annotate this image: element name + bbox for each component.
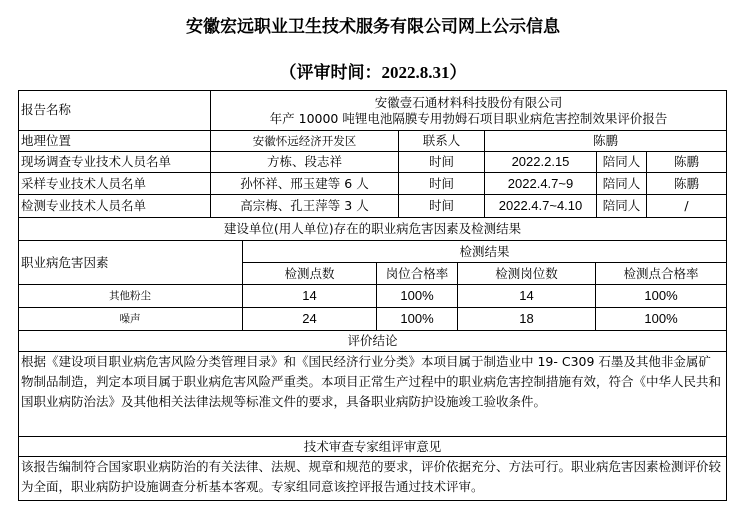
staff-row-companion-label: 陪同人 [602,175,641,191]
hazard-factor: 其他粉尘 [109,290,151,302]
rule [18,500,727,501]
staff-row-time: 2022.4.7~4.10 [498,198,583,213]
hazard-posts: 18 [519,311,534,326]
hazard-post-rate: 100% [400,288,434,303]
location-value: 安徽怀远经济开发区 [252,134,357,148]
column-header: 岗位合格率 [385,265,449,281]
staff-row-names: 方栋、段志祥 [266,154,342,169]
page-title: 安徽宏远职业卫生技术服务有限公司网上公示信息 [186,17,560,37]
staff-row-companion-label: 陪同人 [602,154,641,169]
staff-row-label: 采样专业技术人员名单 [21,175,147,191]
contact-label: 联系人 [422,133,461,148]
review-time-value: 2022.8.31 [381,63,450,82]
conclusion-title: 评价结论 [347,333,398,348]
results-label: 检测结果 [459,243,510,259]
staff-row-time: 2022.4.7~9 [507,175,574,191]
hazard-posts: 14 [519,288,534,303]
expert-opinion-text: 该报告编制符合国家职业病防治的有关法律、法规、规章和规范的要求，评价依据充分、方法可行。职业病危害因素检测评价较为全面，职业病防护设施调查分析基本客观。专家组同意该控评报告通过技术评审。 [21,459,722,494]
contact-value: 陈鹏 [592,133,618,148]
review-time-prefix: （评审时间： [279,63,382,83]
rule [726,90,727,500]
hazard-factor-label: 职业病危害因素 [21,254,109,270]
staff-row-companion-label: 陪同人 [602,198,641,213]
hazards-section-title: 建设单位(用人单位)存在的职业病危害因素及检测结果 [223,221,522,236]
hazard-point-rate: 100% [644,288,678,303]
column-header: 检测点数 [284,265,335,281]
staff-row-companion: 陈鹏 [673,175,699,191]
staff-row-companion: 陈鹏 [673,154,699,169]
staff-row-companion: / [684,198,689,213]
hazard-factor: 噪声 [119,313,141,325]
report-project: 年产 10000 吨锂电池隔膜专用勃姆石项目职业病危害控制效果评价报告 [269,110,668,126]
staff-row-label: 检测专业技术人员名单 [21,198,147,213]
hazard-points: 24 [302,311,317,326]
staff-row-names: 孙怀祥、邢玉建等 6 人 [240,175,369,191]
column-header: 检测岗位数 [495,265,558,281]
review-time [0,58,746,83]
report-name-value [211,91,726,130]
report-company: 安徽壹石通材料科技股份有限公司 [374,94,563,110]
staff-row-label: 现场调查专业技术人员名单 [21,154,172,169]
expert-opinion-title: 技术审查专家组评审意见 [303,438,442,454]
staff-row-time-label: 时间 [428,154,454,169]
hazard-point-rate: 100% [644,311,678,326]
column-header: 检测点合格率 [623,265,699,281]
info-table [18,90,727,500]
staff-row-time: 2022.2.15 [511,154,570,169]
review-time-suffix: ） [449,63,467,83]
staff-row-time-label: 时间 [428,175,454,191]
hazard-post-rate: 100% [400,311,434,326]
staff-row-names: 高宗梅、孔王萍等 3 人 [240,198,369,213]
hazard-points: 14 [302,288,317,303]
conclusion-text: 根据《建设项目职业病危害风险分类管理目录》和《国民经济行业分类》本项目属于制造业中 19- C309 石墨及其他非金属矿物制品制造，判定本项目属于职业病危害风险严重类。本项目正常生产过程中的职业病危害控制措施有效，符合《中华人民共和国职业病防治法》及其他相关法律法规等标准文件的要求，具备职业病防护设施竣工验收条件。 [21,354,722,409]
staff-row-time-label: 时间 [428,198,454,213]
report-name-label: 报告名称 [21,102,72,117]
location-label: 地理位置 [21,133,72,148]
